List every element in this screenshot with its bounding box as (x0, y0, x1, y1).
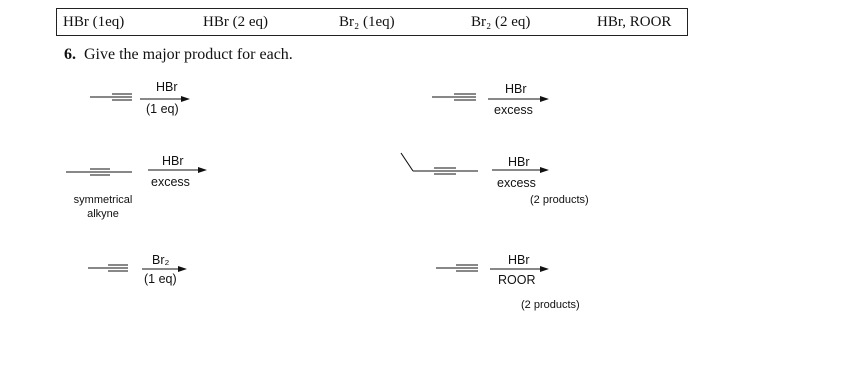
reagent-label: HBr (156, 80, 178, 94)
alkyne-structure-4 (401, 153, 478, 174)
alkyne-structure-6 (436, 265, 478, 271)
alkyne-structure-2 (432, 94, 476, 100)
substrate-note: symmetrical alkyne (73, 194, 133, 220)
alkyne-structure-3 (66, 169, 132, 175)
condition-label: (1 eq) (144, 272, 177, 286)
condition-label: excess (494, 103, 533, 117)
product-count-note: (2 products) (521, 299, 580, 311)
table-cell: HBr (2 eq) (203, 14, 268, 30)
alkyne-structure-5 (88, 265, 128, 271)
table-cell: HBr (1eq) (63, 14, 125, 30)
reagent-label: Br₂ (152, 253, 170, 267)
reagent-label: HBr (508, 253, 530, 267)
question-number: 6. (64, 46, 76, 63)
alkyne-structure-1 (90, 94, 132, 100)
question-text: Give the major product for each. (84, 46, 293, 63)
reagent-label: HBr (508, 155, 530, 169)
condition-label: excess (151, 175, 190, 189)
reagent-label: HBr (162, 154, 184, 168)
reaction-arrow-2 (488, 96, 549, 102)
reagent-label: HBr (505, 82, 527, 96)
condition-label: ROOR (498, 273, 536, 287)
product-count-note: (2 products) (530, 194, 589, 206)
table-cell: Br₂ (1eq) (339, 14, 395, 30)
condition-label: (1 eq) (146, 102, 179, 116)
table-cell: Br₂ (2 eq) (471, 14, 531, 30)
table-cell: HBr, ROOR (597, 14, 672, 30)
condition-label: excess (497, 176, 536, 190)
